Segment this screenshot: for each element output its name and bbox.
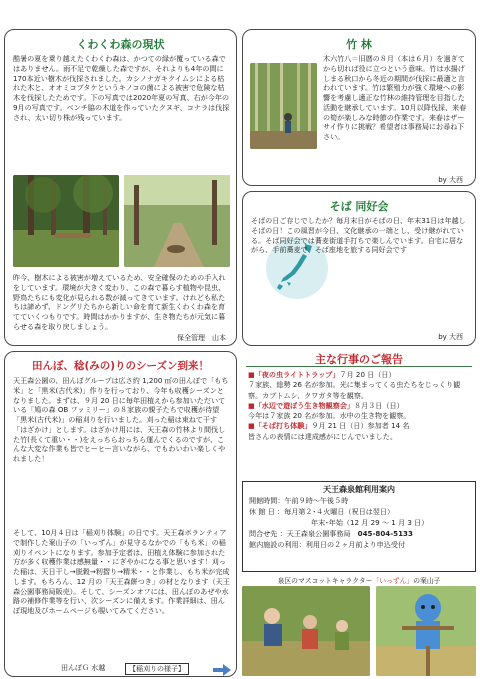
rice-caption: 【稲刈りの様子】 xyxy=(125,663,189,675)
soba-title: そば 同好会 xyxy=(329,200,389,213)
info-closed-label: 休 館 日 ： xyxy=(249,506,285,516)
mascot-caption-pre: 泉区のマスコットキャラクター xyxy=(277,577,373,585)
info-contact-label: 問合せ先 ： xyxy=(249,528,287,538)
event-item: ■「そば打ち体験」９月 21 日（日）参加者 14 名 皆さんの表情には達成感がにじんでいました。 xyxy=(248,421,472,442)
mascot-caption xyxy=(242,575,476,585)
bamboo-photo-image xyxy=(250,63,317,149)
event-desc: 今年は７家族 20 名が参加。水中の生き物を観察。 xyxy=(248,411,411,421)
event-name: 「夜の虫ライトトラップ」 xyxy=(254,370,340,379)
forest-signature: 保全管理 山本 xyxy=(177,334,226,342)
forest-text-2: 昨今、樹木による被害が増えているため、安全確保のための手入れをしています。環境が大きく変わり、この森で暮らす植物や昆虫、野鳥たちにも変化が見られる数が減ってきています。けれども私たちは諦めず、ドングリたちから新しい命を育て新生くわくわ森を育てていくつもりです。時間はかかりますが、生き物たちが元気に暮らせる森を取り戻しましょう。 xyxy=(13,273,226,331)
bamboo-section xyxy=(242,29,476,186)
rice-harvest-photo xyxy=(242,586,370,676)
mascot-photo xyxy=(376,586,476,676)
bamboo-signature: by 大西 xyxy=(438,176,463,184)
mascot-section xyxy=(242,575,476,677)
forest-photo-2020 xyxy=(13,175,119,267)
events-title: 主な行事のご報告 xyxy=(315,353,403,366)
rice-text-2: そして、10月４日は「稲刈り体験」の日です。天王森ボランティアで制作した案山子の「いっずん」が見守るなかでの「もち米」の稲刈りイベントになります。参加予定者は、田植え体験に参加された方が多く収穫作業は感無量・・にぎやかになる事と思います！刈った稲は、天日干し→脱穀→籾摺り→精米・・と作業し、もち米が完成します。もちろん、12 月の「天王森餅つき」の材となります（天王森公園事務局販売）。そして、シーズンオフには、田んぼのあぜや水路の補修作業等を行い、次シーズンに備えます。作業詳細は、田んぼ現地及びホームページも覗いてみてください。 xyxy=(13,528,230,616)
info-note: 館内施設の利用：利用日の２ヶ月前より申込受付 xyxy=(249,539,406,549)
soba-text: そばの日ご存じでしたか？毎月末日がそばの日、年末31日は年越しそばの日！この風習が今日、文化継承の一端とし、受け継がれている。そば同好会では蕎麦街道手打ちで楽しんでいます。自宅に居ながら、手前蕎麦で、そば座地を旅する同好会です xyxy=(251,216,466,255)
rice-text-1: 天王森公園の、田んぼグループは広さ約 1,200 ㎡の田んぼで「もち米」と「黒米(古代米)」作りを行っており、今年も収穫シーズンとなりました。まずは、９月 20 日に毎年田植えから参加いただいている「鳩の森 OB ファミリー」の８家族の親子たちで収穫が待望「黒米(古代米)」の稲刈りを行いました。刈った稲は束ねて干す「はざかけ」とします。はざかけ用には、天王森の竹林より間伐した竹(長くて重い・・)をえっちらおっちら運んでくるのですが、こんな大変な作業も皆でヒーヒー言いながら、でもわいわい楽しくやれました！ xyxy=(13,376,229,464)
forest-photo-2020-image xyxy=(13,175,119,267)
mascot-caption-name: 「いっずん」 xyxy=(372,577,414,585)
info-hours-row xyxy=(249,496,473,507)
bamboo-title: 竹 林 xyxy=(346,38,372,51)
rice-harvest-photo-image xyxy=(242,586,370,676)
info-closed-2: 年末･年始（12 月 29 〜 1 月 3 日） xyxy=(311,517,429,527)
event-desc: 皆さんの表情には達成感がにじんでいました。 xyxy=(248,431,397,441)
event-date: ７月 20 日（日） xyxy=(339,370,396,379)
info-closed-1: 毎月第２･４火曜日（祝日は翌日） xyxy=(284,506,395,516)
soba-signature: by 大西 xyxy=(438,333,463,341)
info-closed-row xyxy=(249,507,473,518)
event-date: ８月３日（日） xyxy=(354,400,404,410)
info-hours-label: 開館時間： xyxy=(249,496,285,505)
rice-signature: 田んぼＧ 水越 xyxy=(61,664,106,672)
events-section xyxy=(242,351,476,476)
forest-photo-now-image xyxy=(124,175,230,267)
events-list xyxy=(248,370,472,442)
info-content xyxy=(249,496,473,551)
info-title: 天王森泉館利用案内 xyxy=(243,482,475,495)
info-hours: 午前９時〜午後５時 xyxy=(284,496,349,505)
mascot-caption-post: の案山子 xyxy=(413,577,441,585)
forest-photo-now xyxy=(124,175,230,267)
info-section xyxy=(242,481,476,572)
rice-section xyxy=(4,351,237,677)
event-name: 「そば打ち体験」 xyxy=(254,421,312,431)
event-item: ■「水辺で遊ぼう生き物観察会」８月３日（日） 今年は７家族 20 名が参加。水中の生き物を観察。 xyxy=(248,401,472,422)
event-name: 「水辺で遊ぼう生き物観察会」 xyxy=(254,400,355,410)
forest-text-1: 酷暑の夏を乗り越えたくわくわ森は、かつての緑が覆っている森ではありません。雨不足で乾燥した森ですが、それよりも4年の間に170本近い樹木が伐採されました。カシノナガキクイムシによる枯れた木と、オオミコブタケというキノコの菌による被害で危険な枯木を伐採したためです。下の写真では2020年夏の写真、右が今年の9月の写真です。ベンチ脇の木道を作っていたクヌギ、コナラは伐採され、太い切り株が残っています。 xyxy=(13,54,230,122)
bamboo-photo xyxy=(250,63,317,149)
event-date: ９月 21 日（日）参加者 14 名 xyxy=(311,421,410,431)
arrow-right-shape xyxy=(213,664,231,676)
event-desc: ７家族、総勢 26 名が参加。光に集まってくる虫たちをじっくり観察。カブトムシ、クワガタ等を観察。 xyxy=(248,380,461,400)
forest-title: くわくわ森の現状 xyxy=(76,38,165,51)
events-divider xyxy=(246,366,472,367)
arrow-right-icon xyxy=(213,661,231,677)
forest-section xyxy=(4,29,237,346)
bamboo-text: 木六竹八＝旧暦の８月（本は６月）を過ぎてから切れば役に立つという意味。竹は水揚げしまる秋口から冬近の期間が伐採に最適と言われています。竹は繁殖力が強く環境への影響を考慮し適正な竹林の維持管理を目指した活動を継承しています。10月以降伐採、来春の筍が楽しみな時節の作業です。来春はザーサイ作りに挑戦？希望者は事務局にお尋ね下さい。 xyxy=(323,54,467,142)
info-contact: 天王森泉公園事務局 xyxy=(286,528,351,538)
event-item: ■「夜の虫ライトトラップ」７月 20 日（日） ７家族、総勢 26 名が参加。光に集まってくる虫たちをじっくり観察。カブトムシ、クワガタ等を観察。 xyxy=(248,370,472,401)
soba-section xyxy=(242,191,476,346)
mascot-izzun-image xyxy=(376,586,476,676)
rice-title: 田んぼ、稔(みの)りのシーズン到来！ xyxy=(31,360,210,372)
info-phone: 045-804-5133 xyxy=(357,528,413,538)
info-contact-row xyxy=(249,529,473,540)
